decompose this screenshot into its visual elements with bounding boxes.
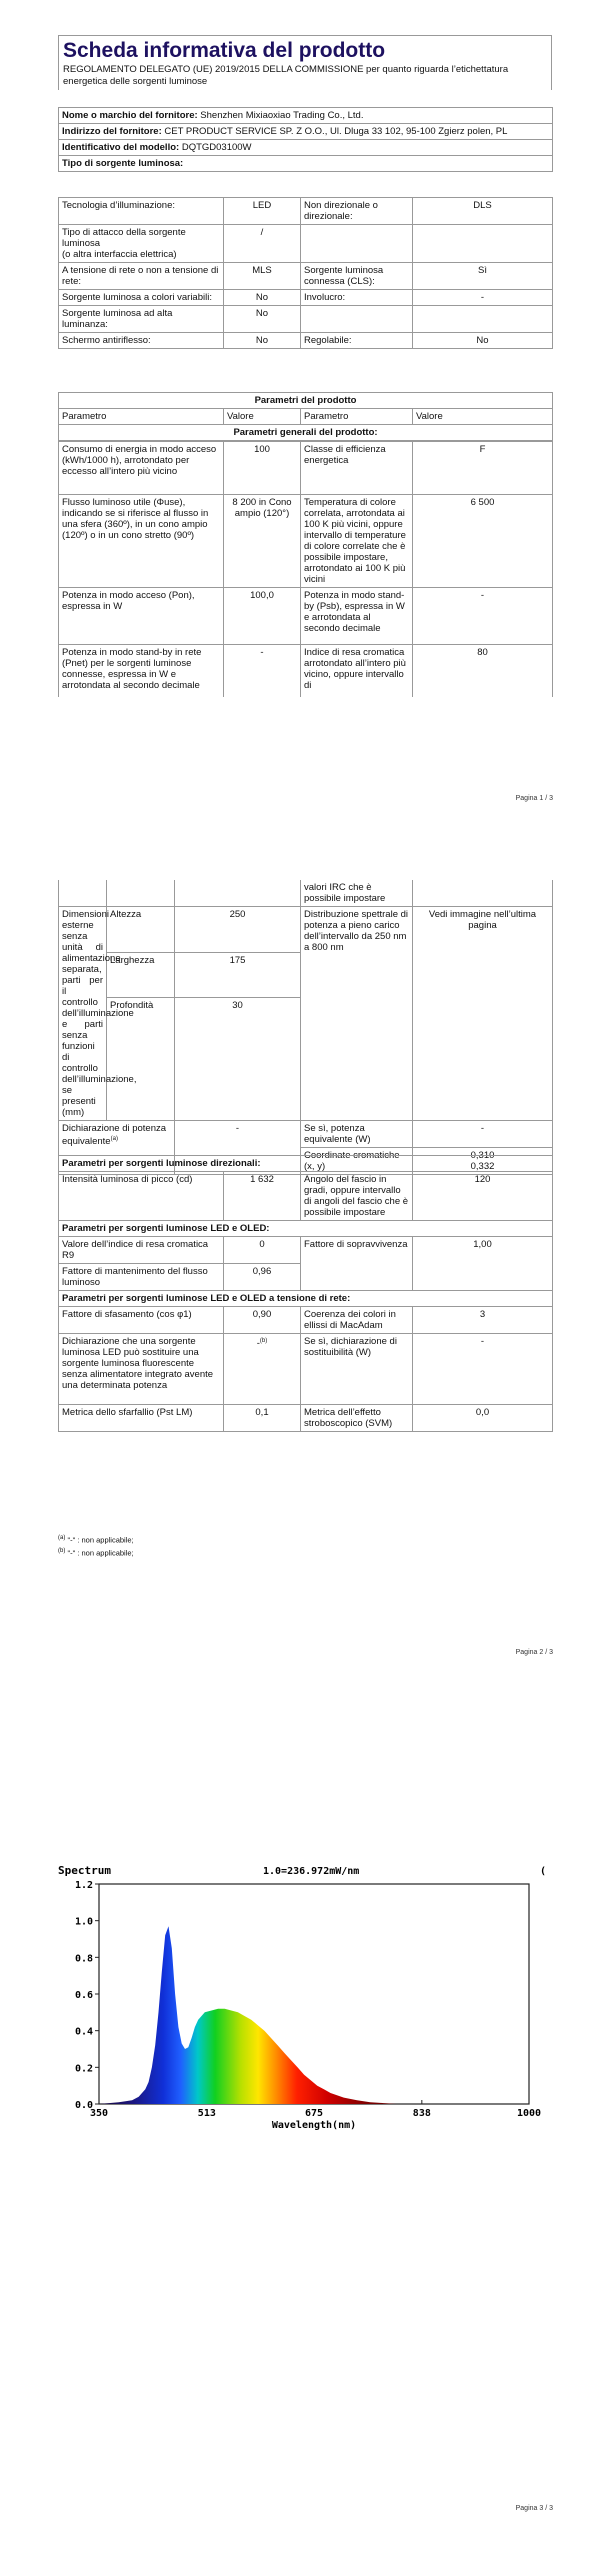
param-value <box>413 306 553 333</box>
general-param-row <box>59 588 553 645</box>
r9-value: 0 <box>224 1237 301 1264</box>
maint-label: Fattore di mantenimento del flusso luminoso <box>59 1264 224 1291</box>
param-value: No <box>224 306 301 333</box>
param-value: F <box>413 442 553 495</box>
x-tick-label: 513 <box>197 2108 216 2119</box>
directional-heading-row <box>59 1156 553 1172</box>
source-type-row <box>59 333 553 349</box>
equiv-value: - <box>175 1121 301 1175</box>
param-value: 6 500 <box>413 495 553 588</box>
param-value: 8 200 in Cono ampio (120°) <box>224 495 301 588</box>
page-1 <box>0 0 603 850</box>
param-value: No <box>224 333 301 349</box>
replacement-row <box>59 1334 553 1405</box>
footnote-b-text: "-" : non applicabile; <box>67 1548 134 1557</box>
general-params-heading: Parametri generali del prodotto: <box>59 425 553 441</box>
x-tick-label: 1000 <box>516 2108 542 2119</box>
dim-name-depth: Profondità <box>107 998 175 1121</box>
beam-label: Angolo del fascio in gradi, oppure intervallo di angoli del fascio che è possibile impostare <box>301 1172 413 1221</box>
page-number: Pagina 3 / 3 <box>515 2505 553 2512</box>
param-value: - <box>413 290 553 306</box>
param-label <box>301 225 413 263</box>
source-type-table <box>58 197 553 349</box>
equiv-w-value: - <box>413 1121 553 1148</box>
param-value: 100 <box>224 442 301 495</box>
param-label: Indice di resa cromatica arrotondato all’intero più vicino, oppure intervallo di <box>301 645 413 698</box>
dimensions-label: Dimensioni esterne senza unità di alimentazione separata, parti per il controllo dell’illuminazione e parti senza funzioni di controllo dell’illuminazione, se presenti (mm) <box>59 907 107 1121</box>
param-label: Tipo di attacco della sorgente luminosa (o altra interfaccia elettrica) <box>59 225 224 263</box>
maint-value: 0,96 <box>224 1264 301 1291</box>
page-title: Scheda informativa del prodotto <box>63 39 386 62</box>
flicker-value: 0,1 <box>224 1405 301 1432</box>
param-label: Sorgente luminosa a colori variabili: <box>59 290 224 306</box>
footnotes <box>58 1533 134 1558</box>
flicker-row <box>59 1405 553 1432</box>
source-type-row <box>59 263 553 290</box>
equivalent-power-row <box>59 1121 553 1148</box>
dim-value-depth: 30 <box>175 998 301 1121</box>
replace-w-value: - <box>413 1334 553 1405</box>
flicker-label: Metrica dello sfarfallio (Pst LM) <box>59 1405 224 1432</box>
mains-heading: Parametri per sorgenti luminose LED e OLED a tensione di rete: <box>59 1291 553 1307</box>
param-value: Sì <box>413 263 553 290</box>
x-axis-label: Wavelength(nm) <box>271 2120 357 2131</box>
y-tick-label: 1.2 <box>74 1880 93 1891</box>
source-type-heading-row <box>59 156 553 172</box>
mains-heading-row <box>59 1291 553 1307</box>
spd-value: Vedi immagine nell’ultima pagina <box>413 907 553 1121</box>
param-value: - <box>413 588 553 645</box>
supplier-address-label: Indirizzo del fornitore: <box>62 126 162 137</box>
chroma-label: Coordinate cromatiche (x, y) <box>301 1148 413 1175</box>
x-tick-label: 350 <box>89 2108 109 2119</box>
cri-continuation-row <box>59 880 553 907</box>
product-params-heading: Parametri del prodotto <box>59 393 553 409</box>
page-number: Pagina 2 / 3 <box>515 1649 553 1656</box>
source-type-row <box>59 225 553 263</box>
column-header-row <box>59 409 553 425</box>
parameters-table <box>58 1155 553 1432</box>
param-label: Potenza in modo stand-by in rete (Pnet) per le sorgenti luminose connesse, espressa in W e arrotondata al secondo decimale <box>59 645 224 698</box>
continuation-table <box>58 880 553 1175</box>
supplier-name-row <box>59 108 553 124</box>
y-tick-label: 0.6 <box>74 1990 93 2001</box>
col-param-1: Parametro <box>59 409 224 425</box>
page-3 <box>0 1700 603 2560</box>
y-tick-label: 1.0 <box>74 1916 93 1928</box>
svg-text:(: ( <box>540 1866 547 1877</box>
param-label <box>301 306 413 333</box>
macadam-label: Coerenza dei colori in ellissi di MacAdam <box>301 1307 413 1334</box>
peak-label: Intensità luminosa di picco (cd) <box>59 1172 224 1221</box>
param-label: Regolabile: <box>301 333 413 349</box>
replace-sup: (b) <box>259 1338 268 1344</box>
peak-intensity-row <box>59 1172 553 1221</box>
product-params-heading-row <box>59 393 553 409</box>
y-tick-label: 0.2 <box>74 2063 93 2075</box>
general-param-row <box>59 442 553 495</box>
macadam-value: 3 <box>413 1307 553 1334</box>
peak-value: 1 632 <box>224 1172 301 1221</box>
param-label: Potenza in modo stand-by (Psb), espressa in W e arrotondata al secondo decimale <box>301 588 413 645</box>
supplier-name: Shenzhen Mixiaoxiao Trading Co., Ltd. <box>200 110 364 121</box>
param-label: Flusso luminoso utile (Φuse), indicando se si riferisce al flusso in una sfera (360º), in un cono ampio (120º) o in un cono stretto (90º) <box>59 495 224 588</box>
source-type-row <box>59 198 553 225</box>
replace-value-cell <box>224 1334 301 1405</box>
param-value: No <box>224 290 301 306</box>
spectrum-chart <box>58 1860 548 2132</box>
param-value: - <box>224 645 301 698</box>
general-param-row <box>59 495 553 588</box>
param-label: Involucro: <box>301 290 413 306</box>
footnote-a <box>58 1533 134 1546</box>
general-param-row <box>59 645 553 698</box>
param-label: A tensione di rete o non a tensione di rete: <box>59 263 224 290</box>
param-label: Consumo di energia in modo acceso (kWh/1000 h), arrotondato per eccesso all’intero più vicino <box>59 442 224 495</box>
led-heading: Parametri per sorgenti luminose LED e OLED: <box>59 1221 553 1237</box>
cri-continuation: valori IRC che è possibile impostare <box>301 880 413 907</box>
param-label: Temperatura di colore correlata, arrotondata ai 100 K più vicini, oppure intervallo di temperature di colore correlate che è possibile impostare, arrotondato ai 100 K più vicini <box>301 495 413 588</box>
page-2 <box>0 850 603 1700</box>
directional-heading: Parametri per sorgenti luminose direzionali: <box>59 1156 553 1172</box>
param-label: Tecnologia d’illuminazione: <box>59 198 224 225</box>
spd-label: Distribuzione spettrale di potenza a pieno carico dell’intervallo da 250 nm a 800 nm <box>301 907 413 1121</box>
model-row <box>59 140 553 156</box>
led-heading-row <box>59 1221 553 1237</box>
y-tick-label: 0.8 <box>74 1953 93 1965</box>
y-tick-label: 0.4 <box>74 2026 93 2038</box>
replace-value: - <box>256 1338 260 1350</box>
x-tick-label: 838 <box>412 2108 431 2119</box>
col-value-2: Valore <box>413 409 553 425</box>
chroma-x: 0,310 <box>470 1150 495 1161</box>
param-value: No <box>413 333 553 349</box>
pf-label: Fattore di sfasamento (cos φ1) <box>59 1307 224 1334</box>
chart-annotation: 1.0=236.972mW/nm <box>263 1866 360 1877</box>
param-value <box>413 225 553 263</box>
general-params-heading-row <box>59 425 553 441</box>
supplier-address: CET PRODUCT SERVICE SP. Z O.O., Ul. Dluga 33 102, 95-100 Zgierz polen, PL <box>164 126 508 137</box>
param-label: Sorgente luminosa ad alta luminanza: <box>59 306 224 333</box>
page-number: Pagina 1 / 3 <box>515 795 553 802</box>
survival-label: Fattore di sopravvivenza <box>301 1237 413 1291</box>
r9-label: Valore dell’indice di resa cromatica R9 <box>59 1237 224 1264</box>
source-type-row <box>59 306 553 333</box>
footnote-a-mark: (a) <box>58 1535 66 1541</box>
param-value: 100,0 <box>224 588 301 645</box>
chart-title: Spectrum <box>58 1864 111 1877</box>
param-label: Non direzionale o direzionale: <box>301 198 413 225</box>
param-value: 80 <box>413 645 553 698</box>
r9-row <box>59 1237 553 1264</box>
params-heading-table <box>58 392 553 441</box>
footnote-b <box>58 1546 134 1559</box>
param-value: LED <box>224 198 301 225</box>
supplier-name-label: Nome o marchio del fornitore: <box>62 110 198 121</box>
replace-w-label: Se sì, dichiarazione di sostituibilità (W) <box>301 1334 413 1405</box>
pf-value: 0,90 <box>224 1307 301 1334</box>
power-factor-row <box>59 1307 553 1334</box>
param-label: Potenza in modo acceso (Pon), espressa in W <box>59 588 224 645</box>
model-label: Identificativo del modello: <box>62 142 180 153</box>
param-label: Schermo antiriflesso: <box>59 333 224 349</box>
param-value: / <box>224 225 301 263</box>
dim-name-height: Altezza <box>107 907 175 953</box>
model-id: DQTGD03100W <box>181 142 252 153</box>
regulation-text: REGOLAMENTO DELEGATO (UE) 2019/2015 DELLA COMMISSIONE per quanto riguarda l’etichettatura energetica delle sorgenti luminose <box>63 64 509 87</box>
equiv-w-label: Se sì, potenza equivalente (W) <box>301 1121 413 1148</box>
x-tick-label: 675 <box>304 2108 324 2119</box>
y-tick-label: 0.0 <box>74 2100 93 2111</box>
general-params-table <box>58 441 553 697</box>
title-box <box>58 35 552 90</box>
beam-value: 120 <box>413 1172 553 1221</box>
dim-value-height: 250 <box>175 907 301 953</box>
param-value: MLS <box>224 263 301 290</box>
replace-label: Dichiarazione che una sorgente luminosa LED può sostituire una sorgente luminosa fluorescente senza alimentatore integrato avente una determinata potenza <box>59 1334 224 1405</box>
source-type-row <box>59 290 553 306</box>
param-value: DLS <box>413 198 553 225</box>
supplier-address-row <box>59 124 553 140</box>
equiv-label: Dichiarazione di potenza equivalente <box>62 1123 167 1148</box>
param-label: Sorgente luminosa connessa (CLS): <box>301 263 413 290</box>
source-type-heading: Tipo di sorgente luminosa: <box>59 156 553 172</box>
col-value-1: Valore <box>224 409 301 425</box>
param-label: Classe di efficienza energetica <box>301 442 413 495</box>
chroma-y: 0,332 <box>470 1161 495 1172</box>
dim-value-width: 175 <box>175 952 301 998</box>
svm-label: Metrica dell’effetto stroboscopico (SVM) <box>301 1405 413 1432</box>
svm-value: 0,0 <box>413 1405 553 1432</box>
survival-value: 1,00 <box>413 1237 553 1291</box>
dim-name-width: Larghezza <box>107 952 175 998</box>
footnote-a-text: "-" : non applicabile; <box>67 1535 134 1545</box>
info-table <box>58 107 553 172</box>
dimensions-row-1 <box>59 907 553 953</box>
equiv-sup: (a) <box>110 1136 118 1142</box>
footnote-b-mark: (b) <box>58 1547 66 1554</box>
col-param-2: Parametro <box>301 409 413 425</box>
